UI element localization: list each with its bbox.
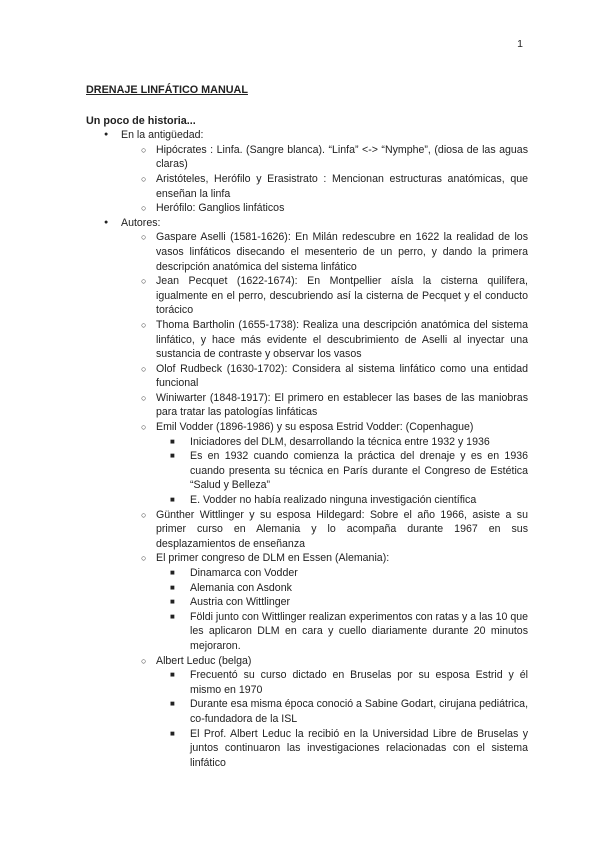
vodder-sublist <box>154 435 528 508</box>
list-item <box>120 362 528 391</box>
leduc-sublist <box>154 668 528 770</box>
leduc-item-3: ■ El Prof. Albert Leduc la recibió en la Universidad Libre de Bruselas y juntos continuaron las investigaciones relacionadas con el sistema linfático <box>190 727 528 769</box>
list-item <box>120 318 528 362</box>
rudbeck-text: ○ Olof Rudbeck (1630-1702): Considera al sistema linfático como una entidad funcional <box>156 362 528 390</box>
vodder-text: ○ Emil Vodder (1896-1986) y su esposa Estrid Vodder: (Copenhague) <box>156 421 474 434</box>
list-item <box>154 668 528 697</box>
bartholin-text: ○ Thoma Bartholin (1655-1738): Realiza una descripción anatómica del sistema linfático, y hace más evidente el descubrimiento de Aselli al inyectar una sustancia de contraste y observar los vasos <box>156 318 528 361</box>
wittlinger-text: ○ Günther Wittlinger y su esposa Hildegard: Sobre el año 1966, asiste a su primer curso en Alemania y lo acompaña durante 1967 en sus desplazamientos de enseñanza <box>156 508 528 550</box>
leduc-item-2: ■ Durante esa misma época conoció a Sabine Godart, cirujana pediátrica, co-fundadora de la ISL <box>190 698 529 725</box>
vodder-item-3: ■ E. Vodder no había realizado ninguna investigación científica <box>190 494 477 507</box>
congreso-item-1: ■ Dinamarca con Vodder <box>190 567 298 579</box>
autores-sublist <box>121 230 528 770</box>
congreso-text: ○ El primer congreso de DLM en Essen (Alemania): <box>156 552 390 565</box>
list-item <box>120 143 528 172</box>
pecquet-text: ○ Jean Pecquet (1622-1674): En Montpellier aísla la cisterna quilífera, igualmente en el perro, descubriendo así la cisterna de Pecquet y el conducto torácico <box>156 275 528 317</box>
page-number: 1 <box>517 38 523 50</box>
list-item <box>154 435 528 450</box>
list-item <box>154 581 528 596</box>
document-body <box>86 83 528 770</box>
list-item <box>120 551 528 653</box>
congreso-item-3: ■ Austria con Wittlinger <box>190 596 291 609</box>
congreso-sublist <box>154 566 528 654</box>
list-item <box>154 595 528 610</box>
list-item-autores <box>86 216 528 771</box>
autores-label: Autores: <box>121 216 161 229</box>
vodder-item-1: ■ Iniciadores del DLM, desarrollando la técnica entre 1932 y 1936 <box>190 435 490 448</box>
aristoteles-text: ○ Aristóteles, Herófilo y Erasistrato : Mencionan estructuras anatómicas, que enseñan la linfa <box>156 172 528 200</box>
list-item <box>154 727 528 771</box>
herofilo-text: ○ Herófilo: Ganglios linfáticos <box>156 202 285 215</box>
list-item <box>120 274 528 318</box>
list-item <box>120 201 528 216</box>
list-item <box>154 493 528 508</box>
main-list <box>86 128 528 770</box>
list-item <box>120 508 528 552</box>
list-item <box>154 610 528 654</box>
hipocrates-text: ○ Hipócrates : Linfa. (Sangre blanca). “Linfa” <-> “Nymphe”, (diosa de las aguas claras) <box>156 143 528 171</box>
list-item <box>120 654 528 771</box>
vodder-item-2: ■ Es en 1932 cuando comienza la práctica del drenaje y es en 1936 cuando presenta su técnica en París durante el Congreso de Estética “Salud y Belleza” <box>190 450 528 492</box>
asselli-text: ○ Gaspare Aselli (1581-1626): En Milán redescubre en 1622 la realidad de los vasos linfáticos disecando el mesenterio de un perro, y dando la primera descripción anatómica del sistema linfático <box>156 231 528 273</box>
antiguedad-label: En la antigüedad: <box>121 129 204 142</box>
list-item <box>154 449 528 493</box>
list-item <box>120 391 528 420</box>
antiguedad-sublist <box>121 143 528 216</box>
list-item <box>120 420 528 508</box>
list-item-antiguedad <box>86 128 528 216</box>
leduc-text: ○ Albert Leduc (belga) <box>156 654 252 667</box>
winiwarter-text: ○ Winiwarter (1848-1917): El primero en establecer las bases de las maniobras para tratar las patologías linfáticas <box>156 391 528 419</box>
congreso-item-2: ■ Alemania con Asdonk <box>190 581 292 594</box>
document-title: DRENAJE LINFÁTICO MANUAL <box>86 84 248 96</box>
list-item <box>120 230 528 274</box>
list-item <box>120 172 528 201</box>
section-heading: Un poco de historia... <box>86 114 196 127</box>
list-item <box>154 566 528 581</box>
congreso-item-4: ■ Földi junto con Wittlinger realizan experimentos con ratas y a las 10 que les aplicaron DLM en cara y cuello diariamente durante 20 minutos mejoraron. <box>190 610 528 652</box>
leduc-item-1: ■ Frecuentó su curso dictado en Bruselas por su esposa Estrid y él mismo en 1970 <box>190 669 528 696</box>
list-item <box>154 697 528 726</box>
